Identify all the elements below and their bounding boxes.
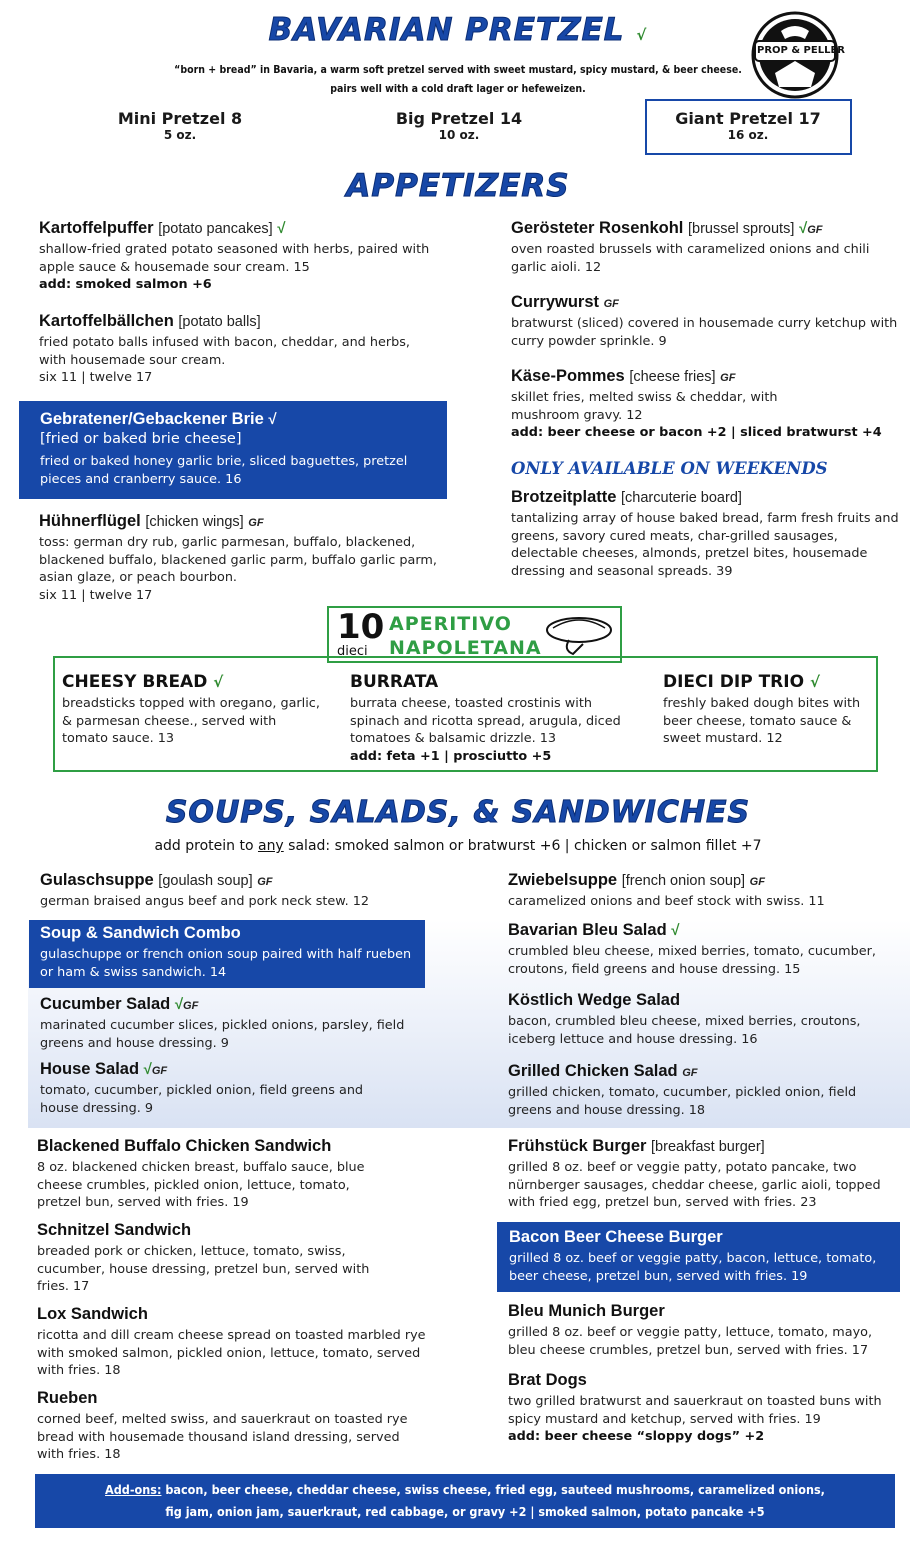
- item-desc: tomato, cucumber, pickled onion, field greens and house dressing. 9: [40, 1083, 364, 1116]
- item-desc: grilled 8 oz. beef or veggie patty, potato pancake, two nürnberger sausages, cheddar cheese, garlic aioli, topped with fried egg, pretzel bun, served with fries. 23: [508, 1160, 881, 1210]
- menu-item-rueben: [37, 1389, 422, 1464]
- gluten-free-badge: GF: [749, 876, 765, 888]
- item-add: add: beer cheese or bacon +2 | sliced bratwurst +4: [511, 425, 882, 440]
- menu-item-brotzeitplatte: [511, 488, 906, 580]
- item-desc: ricotta and dill cream cheese spread on toasted marbled rye with smoked salmon, pickled onion, lettuce, tomato, served with fries. 18: [37, 1328, 426, 1378]
- pretzel-mini: [75, 109, 285, 142]
- item-name: Gerösteter Rosenkohl: [511, 219, 684, 237]
- menu-item-brie: [40, 410, 440, 488]
- menu-item-grilled-chicken-salad: [508, 1062, 903, 1119]
- menu-item-cucumber-salad: [40, 995, 425, 1052]
- menu-item-kartoffelballchen: [39, 312, 439, 387]
- item-name: Blackened Buffalo Chicken Sandwich: [37, 1137, 332, 1155]
- appetizers-title: APPETIZERS: [346, 168, 570, 204]
- menu-item-kase-pommes: [511, 367, 906, 442]
- item-desc: oven roasted brussels with caramelized onions and chili garlic aioli. 12: [511, 242, 870, 275]
- menu-item-burrata: [350, 672, 625, 765]
- item-sub: [charcuterie board]: [621, 490, 742, 506]
- item-desc: grilled 8 oz. beef or veggie patty, bacon, lettuce, tomato, beer cheese, pretzel bun, served with fries. 19: [509, 1251, 877, 1284]
- logo-text: PROP & PELLER: [757, 45, 845, 56]
- vegetarian-check-icon: √: [143, 1061, 152, 1078]
- dieci-number: 10: [337, 607, 385, 647]
- item-name: Kartoffelpuffer: [39, 219, 154, 237]
- dieci-badge: [327, 606, 622, 663]
- menu-item-huhnerflugel: [39, 512, 444, 604]
- item-name: Frühstück Burger: [508, 1137, 647, 1155]
- menu-item-rosenkohl: [511, 219, 906, 276]
- addons-label: Add-ons:: [105, 1482, 162, 1497]
- item-sub: [brussel sprouts]: [687, 221, 795, 237]
- weekend-label: ONLY AVAILABLE ON WEEKENDS: [511, 459, 828, 478]
- gluten-free-badge: GF: [682, 1067, 698, 1079]
- menu-item-bavarian-bleu-salad: [508, 921, 903, 978]
- item-name: Bleu Munich Burger: [508, 1302, 665, 1320]
- item-name: Hühnerflügel: [39, 512, 141, 530]
- item-desc: crumbled bleu cheese, mixed berries, tomato, cucumber, croutons, field greens and house dressing. 15: [508, 944, 876, 977]
- vegetarian-check-icon: √: [798, 220, 808, 237]
- pretzel-giant-size: 16 oz.: [727, 128, 769, 142]
- protein-note-any: any: [257, 838, 284, 854]
- item-name: DIECI DIP TRIO: [663, 672, 805, 692]
- item-price: six 11 | twelve 17: [39, 370, 153, 385]
- pretzel-giant-name: Giant Pretzel 17: [675, 109, 821, 128]
- item-desc: freshly baked dough bites with beer cheese, tomato sauce & sweet mustard. 12: [663, 696, 861, 746]
- item-desc: breadsticks topped with oregano, garlic, & parmesan cheese., served with tomato sauce. 13: [62, 696, 320, 746]
- item-name: Gebratener/Gebackener Brie: [40, 410, 264, 428]
- dieci-word: dieci: [337, 644, 368, 659]
- item-desc: marinated cucumber slices, pickled onions, parsley, field greens and house dressing. 9: [40, 1018, 405, 1051]
- item-desc: german braised angus beef and pork neck stew. 12: [40, 894, 369, 909]
- item-add: add: beer cheese “sloppy dogs” +2: [508, 1429, 765, 1444]
- item-name: Grilled Chicken Salad: [508, 1062, 678, 1080]
- item-name: House Salad: [40, 1060, 140, 1078]
- pizza-peel-icon: [539, 614, 615, 658]
- addons-line-1: bacon, beer cheese, cheddar cheese, swiss cheese, fried egg, sauteed mushrooms, caramelized onions,: [161, 1482, 825, 1497]
- vegetarian-check-icon: √: [671, 922, 680, 939]
- item-name: Kartoffelbällchen: [39, 312, 174, 330]
- addons-line-2: fig jam, onion jam, sauerkraut, red cabbage, or gravy +2 | smoked salmon, potato pancake +5: [165, 1504, 765, 1519]
- item-desc: gulaschuppe or french onion soup paired with half rueben or ham & swiss sandwich. 14: [40, 947, 412, 980]
- item-desc: 8 oz. blackened chicken breast, buffalo sauce, blue cheese crumbles, pickled onion, lettuce, tomato, pretzel bun, served with fries. 19: [37, 1160, 365, 1210]
- gluten-free-badge: GF: [807, 224, 823, 236]
- menu-item-wedge-salad: [508, 991, 903, 1048]
- item-name: Gulaschsuppe: [40, 871, 154, 889]
- item-name: Currywurst: [511, 293, 600, 311]
- dieci-title-1: APERITIVO: [389, 613, 512, 635]
- gluten-free-badge: GF: [603, 298, 619, 310]
- item-desc: fried or baked honey garlic brie, sliced baguettes, pretzel pieces and cranberry sauce. 16: [40, 454, 408, 487]
- item-name: Lox Sandwich: [37, 1305, 148, 1323]
- item-desc: toss: german dry rub, garlic parmesan, buffalo, blackened, blackened buffalo, blackened garlic parm, buffalo garlic parm, asian glaze, or peach bourbon.: [39, 535, 437, 585]
- pretzel-big-size: 10 oz.: [438, 128, 480, 142]
- tagline-line-2: pairs well with a cold draft lager or hefeweizen.: [330, 83, 586, 95]
- item-sub: [potato balls]: [178, 314, 261, 330]
- item-desc: shallow-fried grated potato seasoned with herbs, paired with apple sauce & housemade sour cream. 15: [39, 242, 430, 275]
- item-desc: breaded pork or chicken, lettuce, tomato, swiss, cucumber, house dressing, pretzel bun, served with fries. 17: [37, 1244, 370, 1294]
- item-desc: bratwurst (sliced) covered in housemade curry ketchup with curry powder sprinkle. 9: [511, 316, 898, 349]
- pretzel-big-name: Big Pretzel 14: [395, 109, 523, 128]
- vegetarian-check-icon: √: [213, 673, 224, 691]
- item-name: CHEESY BREAD: [62, 672, 208, 692]
- menu-item-gulaschsuppe: [40, 871, 440, 911]
- dieci-title-2: NAPOLETANA: [389, 637, 542, 659]
- pretzel-title-text: BAVARIAN PRETZEL: [268, 12, 625, 48]
- addons-text: [35, 1479, 895, 1523]
- pretzel-tagline: [0, 61, 916, 99]
- item-sub: [fried or baked brie cheese]: [40, 431, 242, 447]
- vegetarian-check-icon: √: [277, 220, 286, 237]
- pretzel-big: [354, 109, 564, 142]
- item-name: BURRATA: [350, 672, 439, 692]
- protein-note-post: salad: smoked salmon or bratwurst +6 | chicken or salmon fillet +7: [283, 838, 762, 854]
- menu-item-buffalo-chicken-sandwich: [37, 1137, 382, 1212]
- menu-item-bleu-munich-burger: [508, 1302, 903, 1359]
- item-desc: tantalizing array of house baked bread, farm fresh fruits and greens, savory cured meats, char-grilled sausages, delectable cheeses, almonds, pretzel bites, housemade dressing and seasonal spreads. 39: [511, 511, 899, 579]
- menu-item-zwiebelsuppe: [508, 871, 903, 911]
- item-add: add: feta +1 | prosciutto +5: [350, 748, 552, 764]
- gluten-free-badge: GF: [257, 876, 273, 888]
- menu-item-house-salad: [40, 1060, 425, 1117]
- menu-item-lox-sandwich: [37, 1305, 437, 1380]
- tagline-line-1: “born + bread” in Bavaria, a warm soft pretzel served with sweet mustard, spicy mustard, & beer cheese.: [174, 64, 742, 76]
- item-name: Zwiebelsuppe: [508, 871, 618, 889]
- vegetarian-check-icon: √: [636, 26, 648, 44]
- item-desc: corned beef, melted swiss, and sauerkraut on toasted rye bread with housemade thousand island dressing, served with fries. 18: [37, 1412, 408, 1462]
- menu-item-fruhstuck-burger: [508, 1137, 903, 1212]
- item-sub: [potato pancakes]: [158, 221, 273, 237]
- item-name: Käse-Pommes: [511, 367, 625, 385]
- item-name: Bacon Beer Cheese Burger: [509, 1228, 723, 1246]
- gluten-free-badge: GF: [183, 1000, 199, 1012]
- soups-title: SOUPS, SALADS, & SANDWICHES: [165, 795, 751, 830]
- item-sub: [cheese fries]: [629, 369, 716, 385]
- item-name: Brat Dogs: [508, 1371, 587, 1389]
- item-sub: [chicken wings]: [145, 514, 244, 530]
- gluten-free-badge: GF: [151, 1065, 168, 1077]
- item-name: Cucumber Salad: [40, 995, 171, 1013]
- menu-item-soup-sandwich-combo: [40, 924, 420, 981]
- gluten-free-badge: GF: [720, 372, 736, 384]
- menu-item-cheesy-bread: [62, 672, 322, 748]
- item-desc: burrata cheese, toasted crostinis with spinach and ricotta spread, arugula, diced tomatoes & balsamic drizzle. 13: [350, 696, 621, 746]
- menu-item-dieci-dip-trio: [663, 672, 873, 748]
- menu-item-kartoffelpuffer: [39, 219, 439, 294]
- menu-item-currywurst: [511, 293, 906, 350]
- item-desc: caramelized onions and beef stock with swiss. 11: [508, 894, 825, 909]
- item-desc: grilled chicken, tomato, cucumber, pickled onion, field greens and house dressing. 18: [508, 1085, 857, 1118]
- item-name: Soup & Sandwich Combo: [40, 924, 241, 942]
- pretzel-mini-name: Mini Pretzel 8: [117, 109, 243, 128]
- item-name: Bavarian Bleu Salad: [508, 921, 667, 939]
- item-sub: [breakfast burger]: [651, 1139, 765, 1155]
- vegetarian-check-icon: √: [174, 996, 184, 1013]
- item-name: Rueben: [37, 1389, 98, 1407]
- item-desc: grilled 8 oz. beef or veggie patty, lettuce, tomato, mayo, bleu cheese crumbles, pretzel bun, served with fries. 17: [508, 1325, 873, 1358]
- menu-item-brat-dogs: [508, 1371, 903, 1446]
- protein-note-pre: add protein to: [154, 838, 258, 854]
- item-name: Schnitzel Sandwich: [37, 1221, 192, 1239]
- item-price: six 11 | twelve 17: [39, 587, 153, 603]
- item-name: Brotzeitplatte: [511, 488, 617, 506]
- pretzel-giant: [643, 109, 853, 142]
- pretzel-mini-size: 5 oz.: [163, 128, 197, 142]
- item-sub: [goulash soup]: [158, 873, 253, 889]
- menu-item-schnitzel-sandwich: [37, 1221, 382, 1296]
- vegetarian-check-icon: √: [809, 673, 820, 691]
- vegetarian-check-icon: √: [268, 411, 277, 428]
- item-add: add: smoked salmon +6: [39, 277, 212, 292]
- menu-item-bacon-beer-cheese-burger: [509, 1228, 894, 1285]
- item-name: Köstlich Wedge Salad: [508, 991, 681, 1009]
- item-desc: skillet fries, melted swiss & cheddar, with mushroom gravy. 12: [511, 390, 778, 423]
- item-sub: [french onion soup]: [621, 873, 746, 889]
- item-desc: fried potato balls infused with bacon, cheddar, and herbs, with housemade sour cream.: [39, 335, 410, 368]
- gluten-free-badge: GF: [248, 517, 264, 529]
- protein-note: [0, 838, 916, 854]
- item-desc: bacon, crumbled bleu cheese, mixed berries, croutons, iceberg lettuce and house dressing. 16: [508, 1014, 861, 1047]
- item-desc: two grilled bratwurst and sauerkraut on toasted buns with spicy mustard and ketchup, served with fries. 19: [508, 1394, 882, 1427]
